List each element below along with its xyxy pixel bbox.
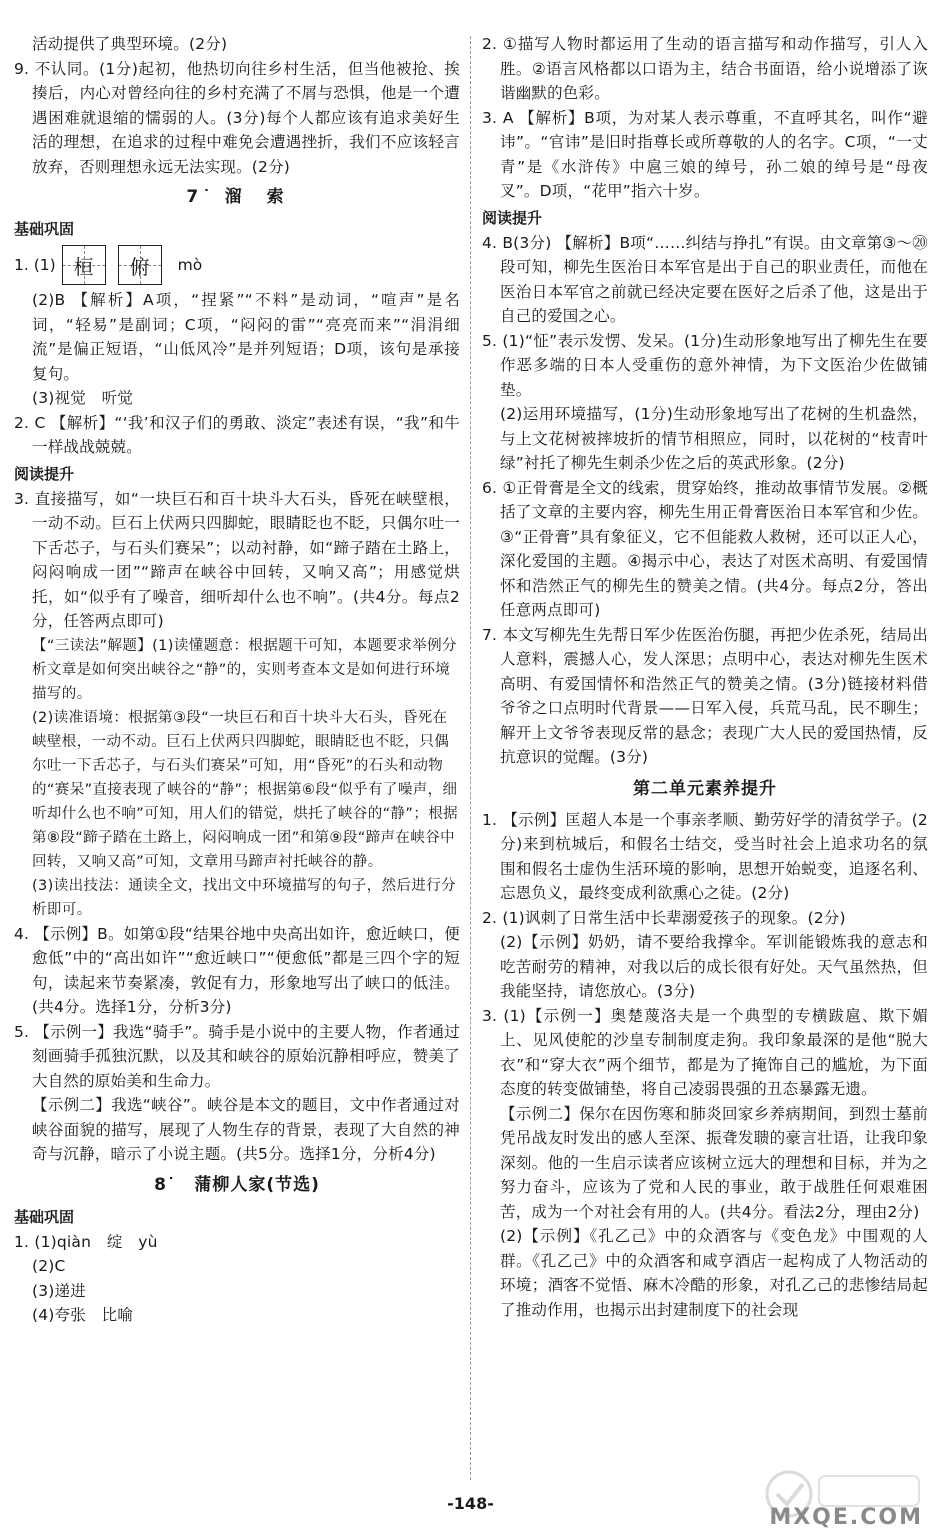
- answer-1-prefix: 1. (1): [14, 256, 56, 274]
- column-divider: [470, 36, 471, 1480]
- answer-8-2: 2. ①描写人物时都运用了生动的语言描写和动作描写，引人入胜。②语言风格都以口语为主，结合书面语，给小说增添了诙谐幽默的色彩。: [482, 35, 928, 102]
- answer-8-1-4: (4)夸张 比喻: [32, 1306, 134, 1324]
- answer-8-3: 3. A 【解析】B项，为对某人表示尊重，不直呼其名，叫作“避讳”。“官讳”是旧时指尊长或所尊敬的人的名字。C项，“一丈青”是《水浒传》中扈三娘的绰号，孙二娘的绰号是“母夜叉”。D项，“花甲”指六十岁。: [482, 108, 928, 200]
- lesson-title-7: 7˙ 溜 索: [186, 187, 288, 207]
- answer-8-5-2: (2)运用环境描写，(1分)生动形象地写出了花树的生机盎然，与上文花树被摔坡折的情节相照应，同时，以花树的“枝青叶绿”衬托了柳先生刺杀少佐之后的英武形象。(2分): [500, 405, 928, 472]
- unit-answer-3-2: 【示例二】保尔在因伤寒和肺炎回家乡养病期间，到烈士墓前凭吊战友时发出的感人至深、振聋发聩的豪言壮语，让我印象深刻。他的一生启示读者应该树立远大的理想和目标，并为之努力奋斗，应该为了党和人民的事业，敢于战胜任何艰难困苦，成为一个对社会有用的人。(共4分。看法2分，理由2分): [500, 1104, 928, 1221]
- unit-answer-2-2: (2)【示例】奶奶，请不要给我撑伞。军训能锻炼我的意志和吃苦耐劳的精神，对我以后的成长很有好处。天气虽然热，但我能坚持，请您放心。(3分): [500, 933, 928, 1000]
- answer-8-5-1: 5. (1)“怔”表示发愣、发呆。(1分)生动形象地写出了柳先生在要作恶多端的日本人受重伤的意外神情，为下文医治少佐做铺垫。: [482, 331, 928, 399]
- section-heading-reading-2: 阅读提升: [482, 208, 543, 227]
- character-box-1: [62, 245, 106, 285]
- unit-answer-3-1: 3. (1)【示例一】奥楚蔑洛夫是一个典型的专横跋扈、欺下媚上、见风使舵的沙皇专制制度走狗。我印象最深的是他“脱大衣”和“穿大衣”两个细节，都是为了掩饰自己的尴尬，为下面态度的转变做铺垫，将自己凌弱畏强的丑态暴露无遗。: [482, 1006, 928, 1098]
- answer-3-note-3: (3)读出技法：通读全文，找出文中环境描写的句子，然后进行分析即可。: [32, 877, 457, 918]
- answer-8-1-3: (3)递进: [32, 1281, 86, 1300]
- answer-8-6: 6. ①正骨膏是全文的线索，贯穿始终，推动故事情节发展。②概括了文章的主要内容，柳先生用正骨膏医治日本军官和少佐。③“正骨膏”具有象征义，它不但能救人救树，还可以正人心，深化爱国的主题。④揭示中心，表达了对医术高明、有爱国情怀和浩然正气的柳先生的赞美之情。(共4分。每点2分，答出任意两点即可): [482, 478, 928, 619]
- left-column: [14, 32, 460, 1328]
- answer-8-4: 4. B(3分) 【解析】B项“……纠结与挣扎”有误。由文章第③～⑳段可知，柳先生医治日本军官是出于自己的职业责任，而他在医治日本军官之前就已经决定要在医好之后杀了他，这是出于自己的爱国之心。: [482, 233, 928, 325]
- answer-3: 3. 直接描写，如“一块巨石和百十块斗大石头，昏死在峡壁根，一动不动。巨石上伏两只四脚蛇，眼睛眨也不眨，只偶尔吐一下舌芯子，与石头们赛呆”；以动衬静，如“蹄子踏在土路上，闷闷响成一团”“蹄声在峡谷中回转，又响又高”；用感觉烘托，如“似乎有了噪音，细听却什么也不响”。(共4分。每点2分，任答两点即可): [14, 489, 460, 630]
- answer-3-note-1: 【“三读法”解题】(1)读懂题意：根据题干可知，本题要求举例分析文章是如何突出峡谷之“静”的，实则考查本文是如何进行环境描写的。: [32, 637, 457, 702]
- unit-answer-3-3: (2)【示例】《孔乙己》中的众酒客与《变色龙》中围观的人群。《孔乙己》中的众酒客和咸亨酒店一起构成了人物活动的环境；酒客不觉悟、麻木冷酷的形象，对孔乙己的悲惨结局起了推动作用，也揭示出封建制度下的社会现: [500, 1227, 928, 1319]
- answer-8-1-2: (2)C: [32, 1257, 66, 1275]
- character-1: 桓: [73, 254, 94, 279]
- section-heading-basic-2: 基础巩固: [14, 1207, 75, 1226]
- pinyin-mo: mò: [177, 256, 203, 274]
- continuation-line: 活动提供了典型环境。(2分): [32, 35, 228, 53]
- answer-3-note-2: (2)读准语境：根据第③段“一块巨石和百十块斗大石头，昏死在峡壁根，一动不动。巨石上伏两只四脚蛇，眼睛眨也不眨，只偶尔吐一下舌芯子，与石头们赛呆”可知，用“昏死”的石头和动物的“赛呆”直接表现了峡谷的“静”；根据第⑥段“似乎有了噪声，细听却什么也不响”可知，用人们的错觉，烘托了峡谷的“静”；根据第⑧段“蹄子踏在土路上，闷闷响成一团”和第⑨段“蹄声在峡谷中回转，又响又高”可知，文章用马蹄声衬托峡谷的静。: [32, 709, 459, 870]
- answer-4: 4. 【示例】B。如第①段“结果谷地中央高出如许，愈近峡口，便愈低”中的“高出如许”“愈近峡口”“便愈低”都是三四个字的短句，读起来节奏紧凑，敦促有力，形象地写出了峡口的低洼。(共4分。选择1分，分析3分): [14, 924, 460, 1016]
- answer-2: 2. C 【解析】“‘我’和汉子们的勇敢、淡定”表述有误，“我”和牛一样战战兢兢。: [14, 413, 460, 456]
- unit-answer-2-1: 2. (1)讽刺了日常生活中长辈溺爱孩子的现象。(2分): [482, 908, 846, 927]
- unit-title: 第二单元素养提升: [633, 778, 777, 799]
- answer-1-3: (3)视觉 听觉: [32, 389, 134, 407]
- right-column: [482, 32, 928, 1322]
- character-box-2: [118, 245, 162, 285]
- answer-5-example-2: 【示例二】我选“峡谷”。峡谷是本文的题目，文中作者通过对峡谷面貌的描写，展现了人物生存的背景，表现了大自然的神奇与沉静，暗示了小说主题。(共5分。选择1分，分析4分): [32, 1096, 460, 1163]
- answer-5-example-1: 5. 【示例一】我选“骑手”。骑手是小说中的主要人物，作者通过刻画骑手孤独沉默，以及其和峡谷的原始沉静相呼应，赞美了大自然的原始美和生命力。: [14, 1022, 460, 1090]
- section-heading-reading: 阅读提升: [14, 464, 75, 483]
- section-heading-basic: 基础巩固: [14, 220, 75, 238]
- answer-1-characters: [14, 242, 460, 288]
- answer-8-7: 7. 本文写柳先生先帮日军少佐医治伤腿，再把少佐杀死，结局出人意料，震撼人心，发人深思；点明中心，表达对柳先生医术高明、有爱国情怀和浩然正气的赞美之情。(3分)链接材料借爷爷之口点明时代背景——日军入侵，兵荒马乱，民不聊生；解开上文爷爷表现反常的悬念；表现广大人民的爱国热情，反抗意识的觉醒。(3分): [482, 625, 928, 766]
- answer-1-2: (2)B 【解析】A项，“捏紧”“不料”是动词，“喧声”是名词，“轻易”是副词；C项，“闷闷的雷”“亮亮而来”“涓涓细流”是偏正短语，“山低风冷”是并列短语；D项，该句是承接复句。: [32, 291, 460, 383]
- watermark-text: MXQE.COM: [769, 1505, 923, 1530]
- page-number: -148-: [447, 1494, 494, 1513]
- character-2: 俯: [129, 254, 150, 279]
- lesson-title-8: 8˙ 蒲柳人家(节选): [154, 1174, 320, 1195]
- answer-9: 9. 不认同。(1分)起初，他热切向往乡村生活，但当他被抢、挨揍后，内心对曾经向往的乡村充满了不屑与恐惧，他是一个遭遇困难就退缩的懦弱的人。(3分)每个人都应该有追求美好生活的理想，在追求的过程中难免会遭遇挫折，我们不应该轻言放弃，否则理想永远无法实现。(2分): [14, 59, 460, 176]
- answer-8-1-1: 1. (1)qiàn 绽 yù: [14, 1232, 158, 1251]
- unit-answer-1: 1. 【示例】匡超人本是一个事亲孝顺、勤劳好学的清贫学子。(2分)来到杭城后，和假名士结交，受当时社会上追求功名的氛围和假名士虚伪生活环境的影响，思想开始蜕变，追逐名利、忘恩负义，最终变成利欲熏心之徒。(2分): [482, 810, 928, 902]
